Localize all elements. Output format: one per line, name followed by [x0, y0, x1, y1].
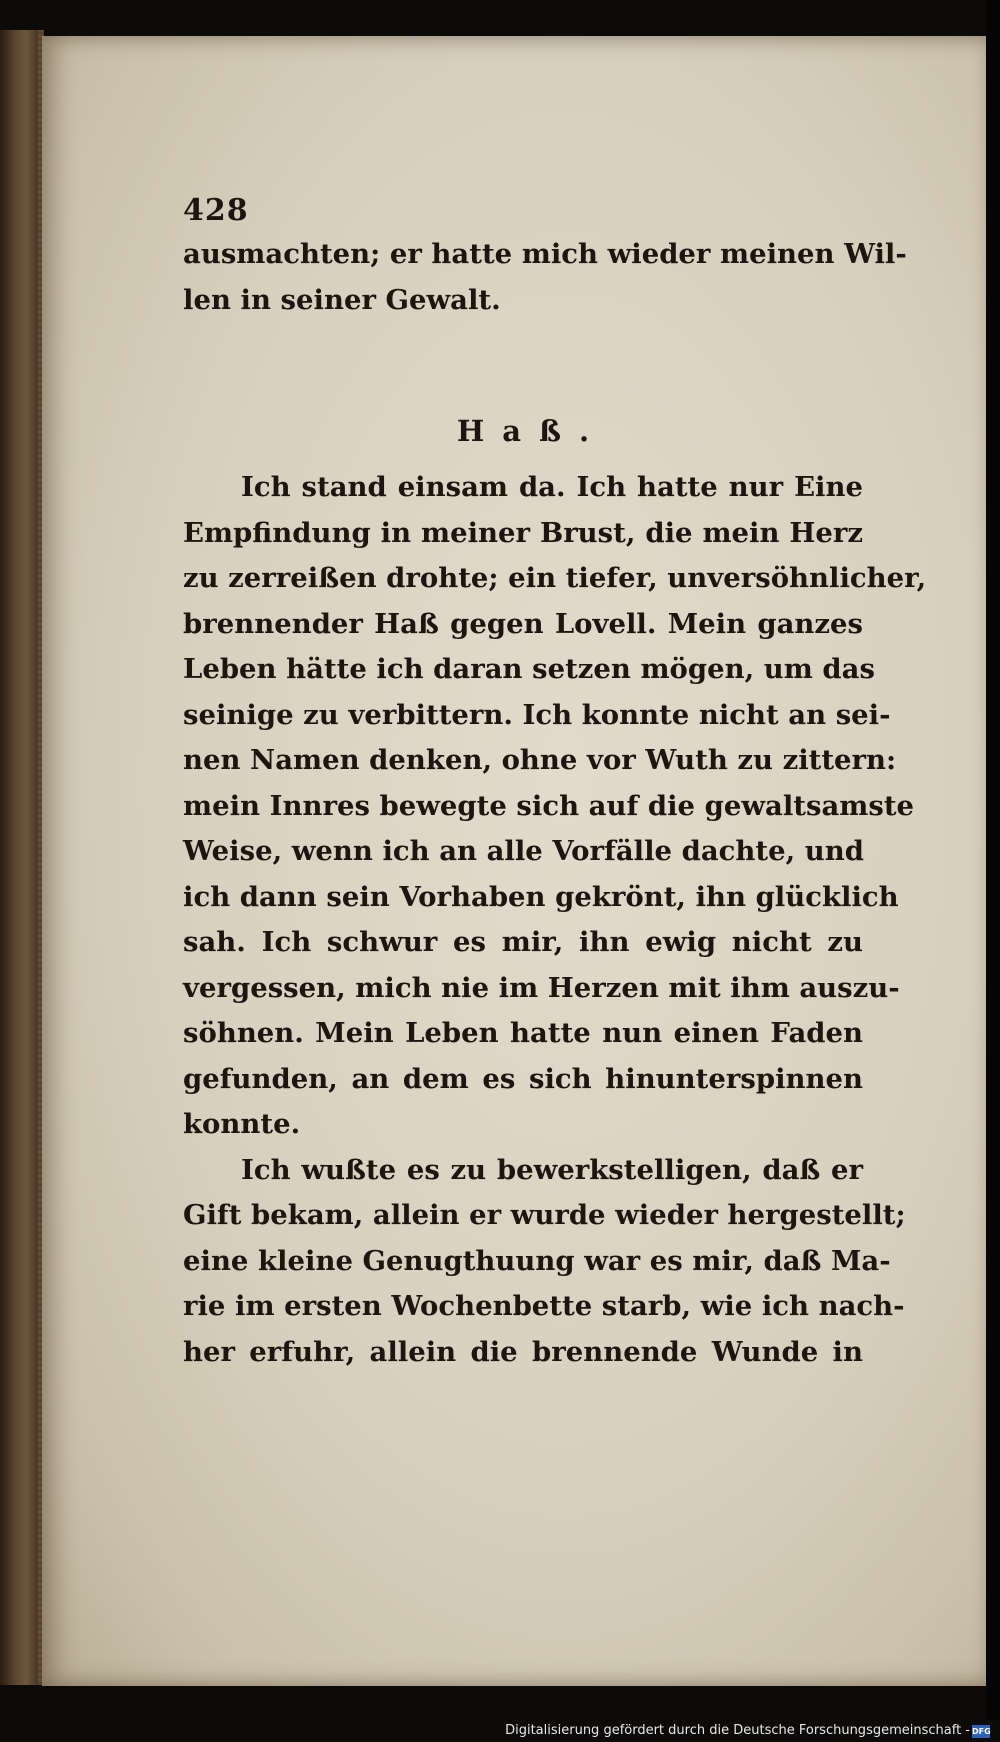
footer-bar: [0, 1720, 1000, 1742]
text-line: ausmachten; er hatte mich wieder meinen Wil-: [183, 238, 907, 270]
text-line: sah. Ich schwur es mir, ihn ewig nicht zu: [183, 926, 863, 958]
text-line: Leben hätte ich daran setzen mögen, um das: [183, 653, 875, 685]
section-heading: Haß.: [456, 414, 608, 448]
dfg-logo-icon: DFG: [972, 1727, 991, 1736]
text-line: rie im ersten Wochenbette starb, wie ich nach-: [183, 1290, 905, 1322]
paragraph-2: [183, 1148, 906, 1376]
text-line: seinige zu verbittern. Ich konnte nicht an sei-: [183, 698, 891, 731]
book-edge: [0, 30, 44, 1685]
text-line: her erfuhr, allein die brennende Wunde in: [183, 1335, 863, 1368]
text-line: Empfindung in meiner Brust, die mein Herz: [183, 516, 863, 549]
paragraph-1: [183, 465, 927, 1148]
text-line: Weise, wenn ich an alle Vorfälle dachte, und: [183, 835, 864, 867]
text-line: Ich wußte es zu bewerkstelligen, daß er: [241, 1153, 863, 1186]
text-line: zu zerreißen drohte; ein tiefer, unversöhnlicher,: [183, 562, 927, 594]
text-line: konnte.: [183, 1108, 301, 1140]
page-text: [183, 190, 927, 1375]
text-line: gefunden, an dem es sich hinunterspinnen: [183, 1062, 863, 1095]
text-line: Ich stand einsam da. Ich hatte nur Eine: [241, 471, 863, 503]
text-line: eine kleine Genugthuung war es mir, daß Ma-: [183, 1244, 891, 1277]
scan-border: [986, 0, 1000, 1742]
page-number: 428: [183, 193, 249, 228]
section-gap: [183, 323, 863, 401]
funding-credit: Digitalisierung gefördert durch die Deutsche Forschungsgemeinschaft -: [505, 1723, 970, 1738]
text-line: vergessen, mich nie im Herzen mit ihm auszu-: [183, 971, 900, 1004]
text-line: söhnen. Mein Leben hatte nun einen Faden: [183, 1017, 863, 1049]
text-line: Gift bekam, allein er wurde wieder hergestellt;: [183, 1199, 906, 1231]
text-line: mein Innres bewegte sich auf die gewaltsamste: [183, 789, 915, 822]
text-line: nen Namen denken, ohne vor Wuth zu zittern:: [183, 744, 897, 776]
text-line: len in seiner Gewalt.: [183, 283, 501, 316]
text-line: ich dann sein Vorhaben gekrönt, ihn glücklich: [183, 880, 899, 913]
text-line: brennender Haß gegen Lovell. Mein ganzes: [183, 607, 863, 640]
